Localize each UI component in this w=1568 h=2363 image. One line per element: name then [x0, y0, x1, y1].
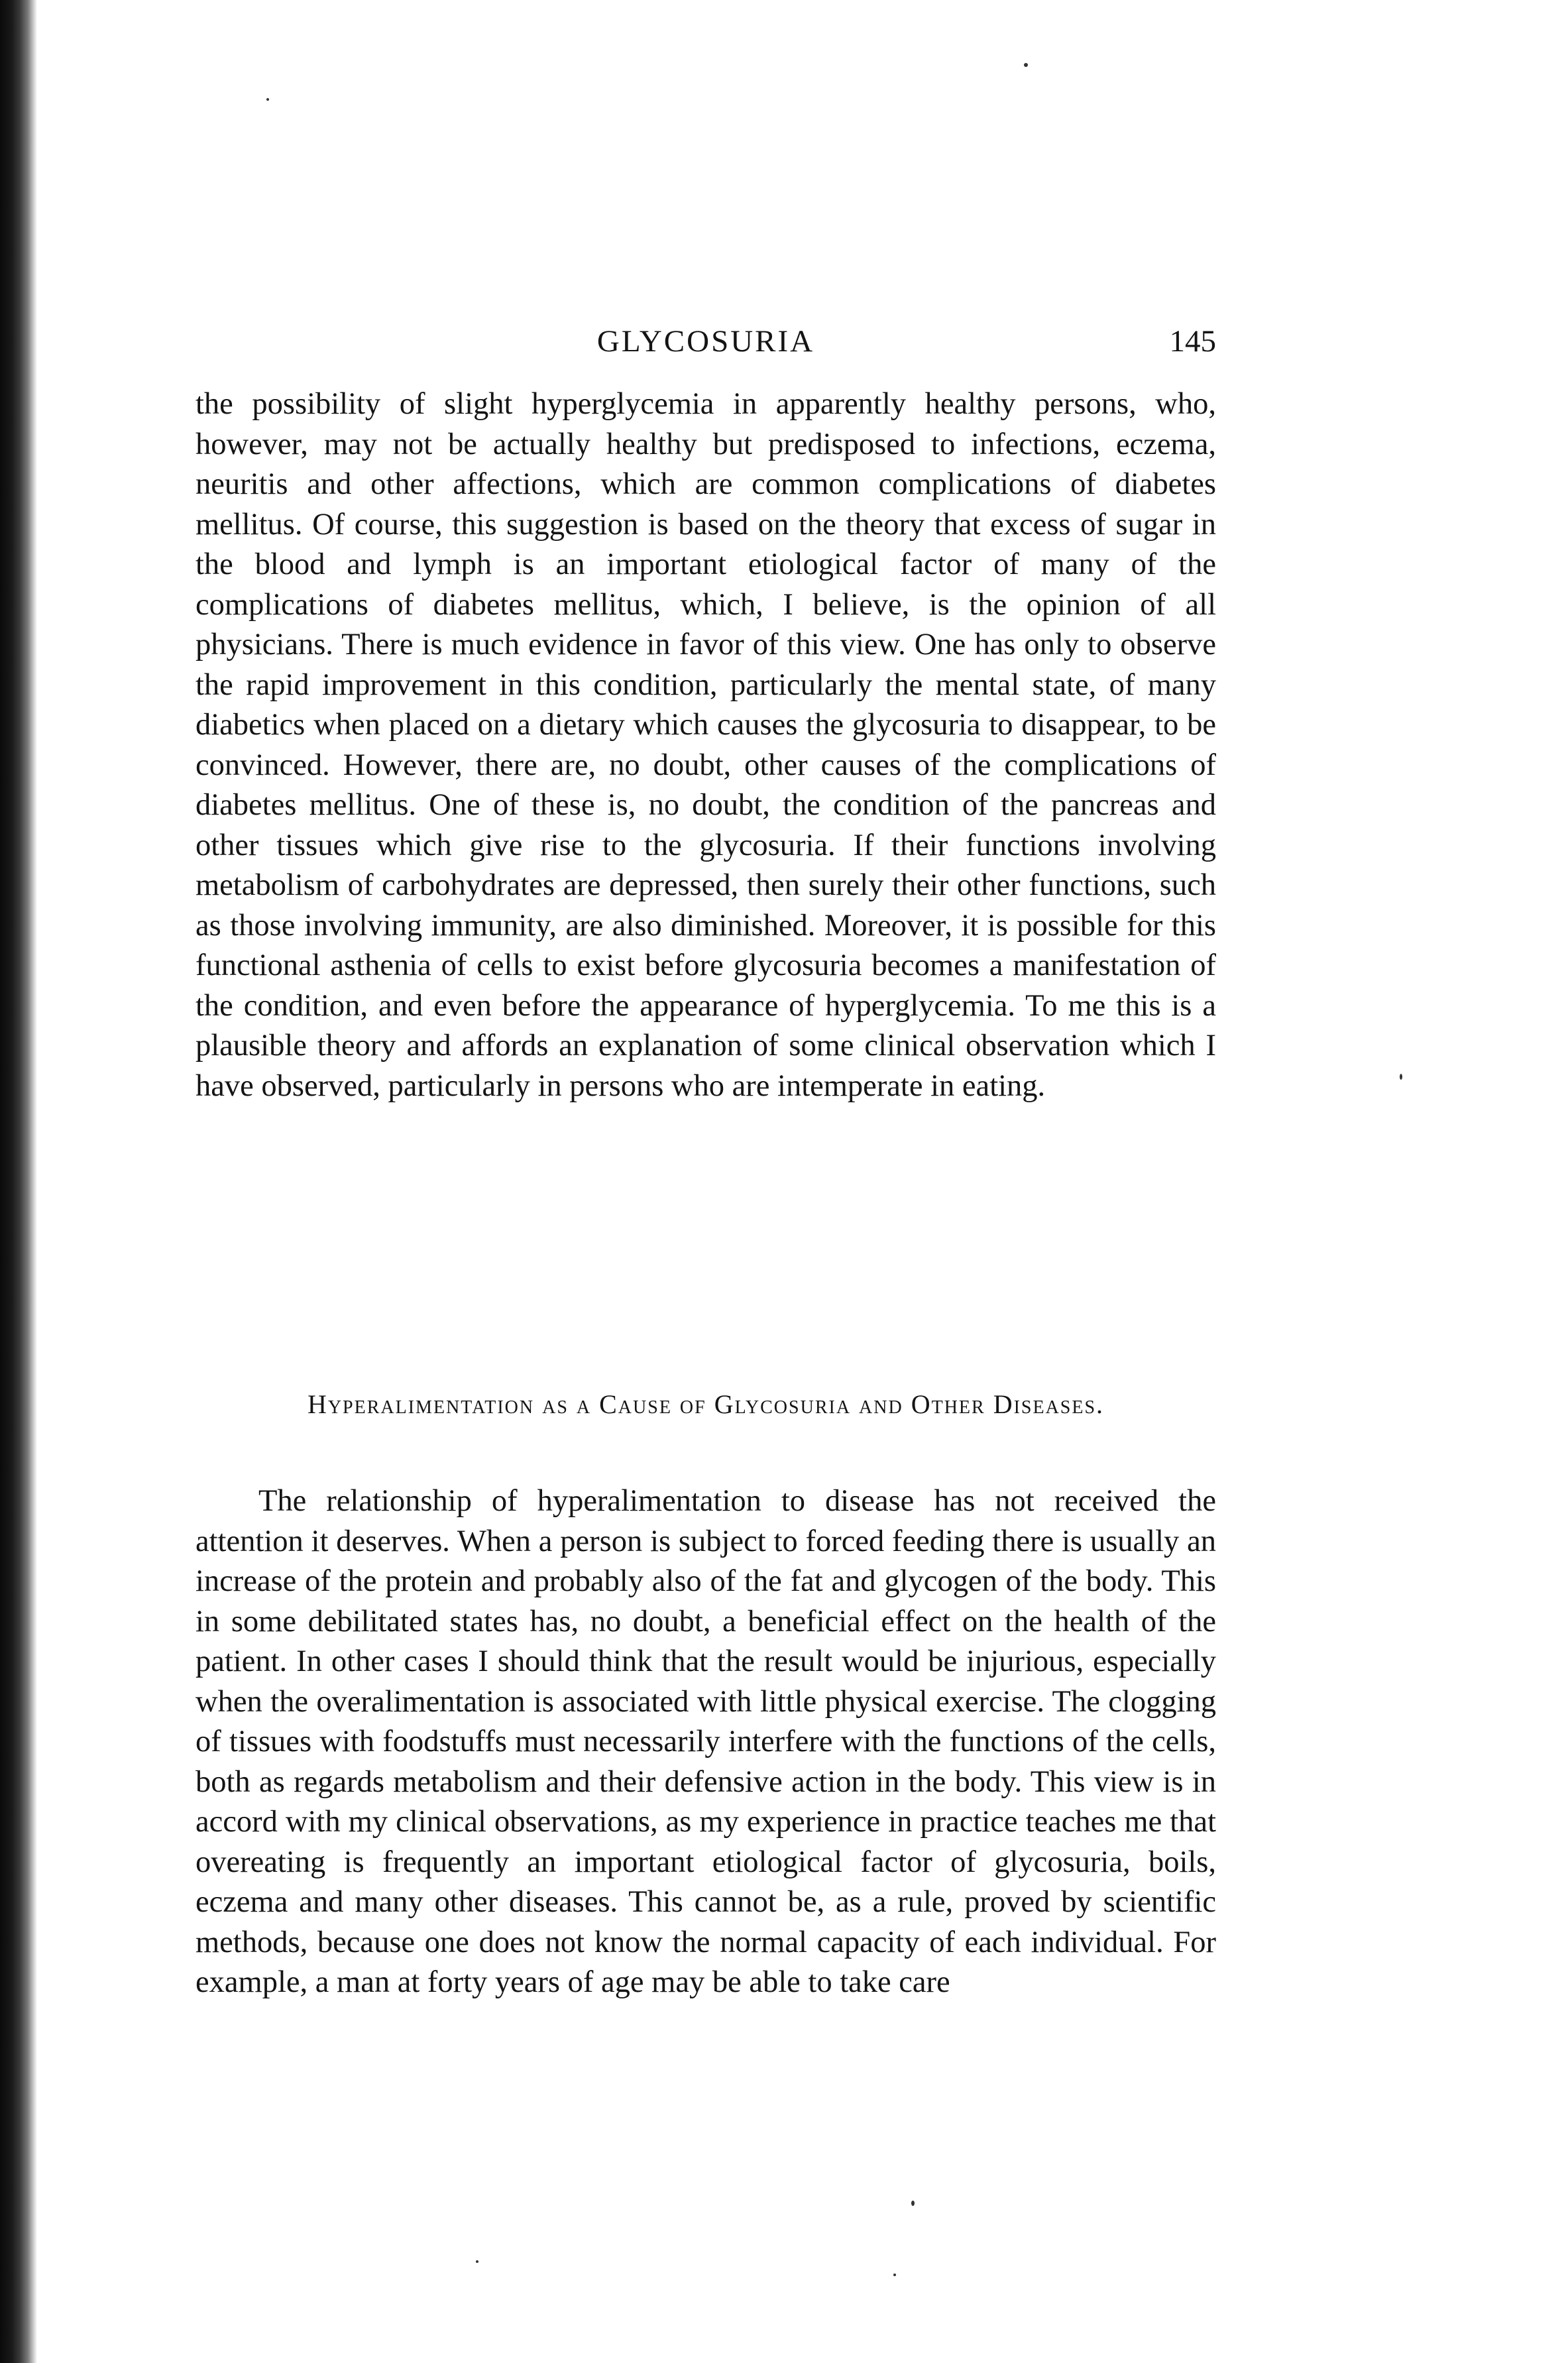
- running-header: [196, 323, 1216, 370]
- running-title: GLYCOSURIA: [596, 324, 815, 359]
- section-heading: Hyperalimentation as a Cause of Glycosuria and Other Diseases.: [307, 1389, 1105, 1419]
- ink-speck: [266, 98, 269, 101]
- body-paragraph-2: [196, 1481, 1216, 2003]
- paragraph-text: The relationship of hyperalimentation to disease has not received the attention it deserves. When a person is subject to forced feeding there is usually an increase of the protein and probably also of the fat and glycogen of the body. This in some debilitated states has, no doubt, a beneficial effect on the health of the patient. In other cases I should think that the result would be injurious, especially when the overalimentation is associated with little physical exercise. The clogging of tissues with foodstuffs must necessarily interfere with the functions of the cells, both as regards metabolism and their defensive action in the body. This view is in accord with my clinical observations, as my experience in practice teaches me that overeating is frequently an important etiological factor of glycosuria, boils, eczema and many other diseases. This cannot be, as a rule, proved by scientific methods, because one does not know the normal capacity of each individual. For example, a man at forty years of age may be able to take care: [196, 1484, 1216, 1999]
- page-number: 145: [1169, 324, 1216, 359]
- paragraph-text: the possibility of slight hyperglycemia in apparently healthy persons, who, however, may not be actually healthy but predisposed to infections, eczema, neuritis and other affections, which are common complications of diabetes mellitus. Of course, this suggestion is based on the theory that excess of sugar in the blood and lymph is an important etiological factor of many of the complications of diabetes mellitus, which, I believe, is the opinion of all physicians. There is much evidence in favor of this view. One has only to observe the rapid improvement in this condition, particularly the mental state, of many diabetics when placed on a dietary which causes the glycosuria to disappear, to be convinced. However, there are, no doubt, other causes of the complications of diabetes mellitus. One of these is, no doubt, the condition of the pancreas and other tissues which give rise to the glycosuria. If their functions involving metabolism of carbohydrates are depressed, then surely their other functions, such as those involving immunity, are also diminished. Moreover, it is possible for this functional asthenia of cells to exist before glycosuria becomes a manifestation of the condition, and even before the appearance of hyperglycemia. To me this is a plausible theory and affords an explanation of some clinical observation which I have observed, particularly in persons who are intemperate in eating.: [196, 387, 1216, 1103]
- ink-speck: [1400, 1074, 1402, 1080]
- ink-speck: [476, 2260, 478, 2263]
- ink-speck: [911, 2201, 915, 2206]
- ink-speck: [1024, 63, 1028, 67]
- body-paragraph-1: [196, 384, 1216, 1106]
- ink-speck: [893, 2274, 896, 2276]
- page-binding-edge: [0, 0, 37, 2363]
